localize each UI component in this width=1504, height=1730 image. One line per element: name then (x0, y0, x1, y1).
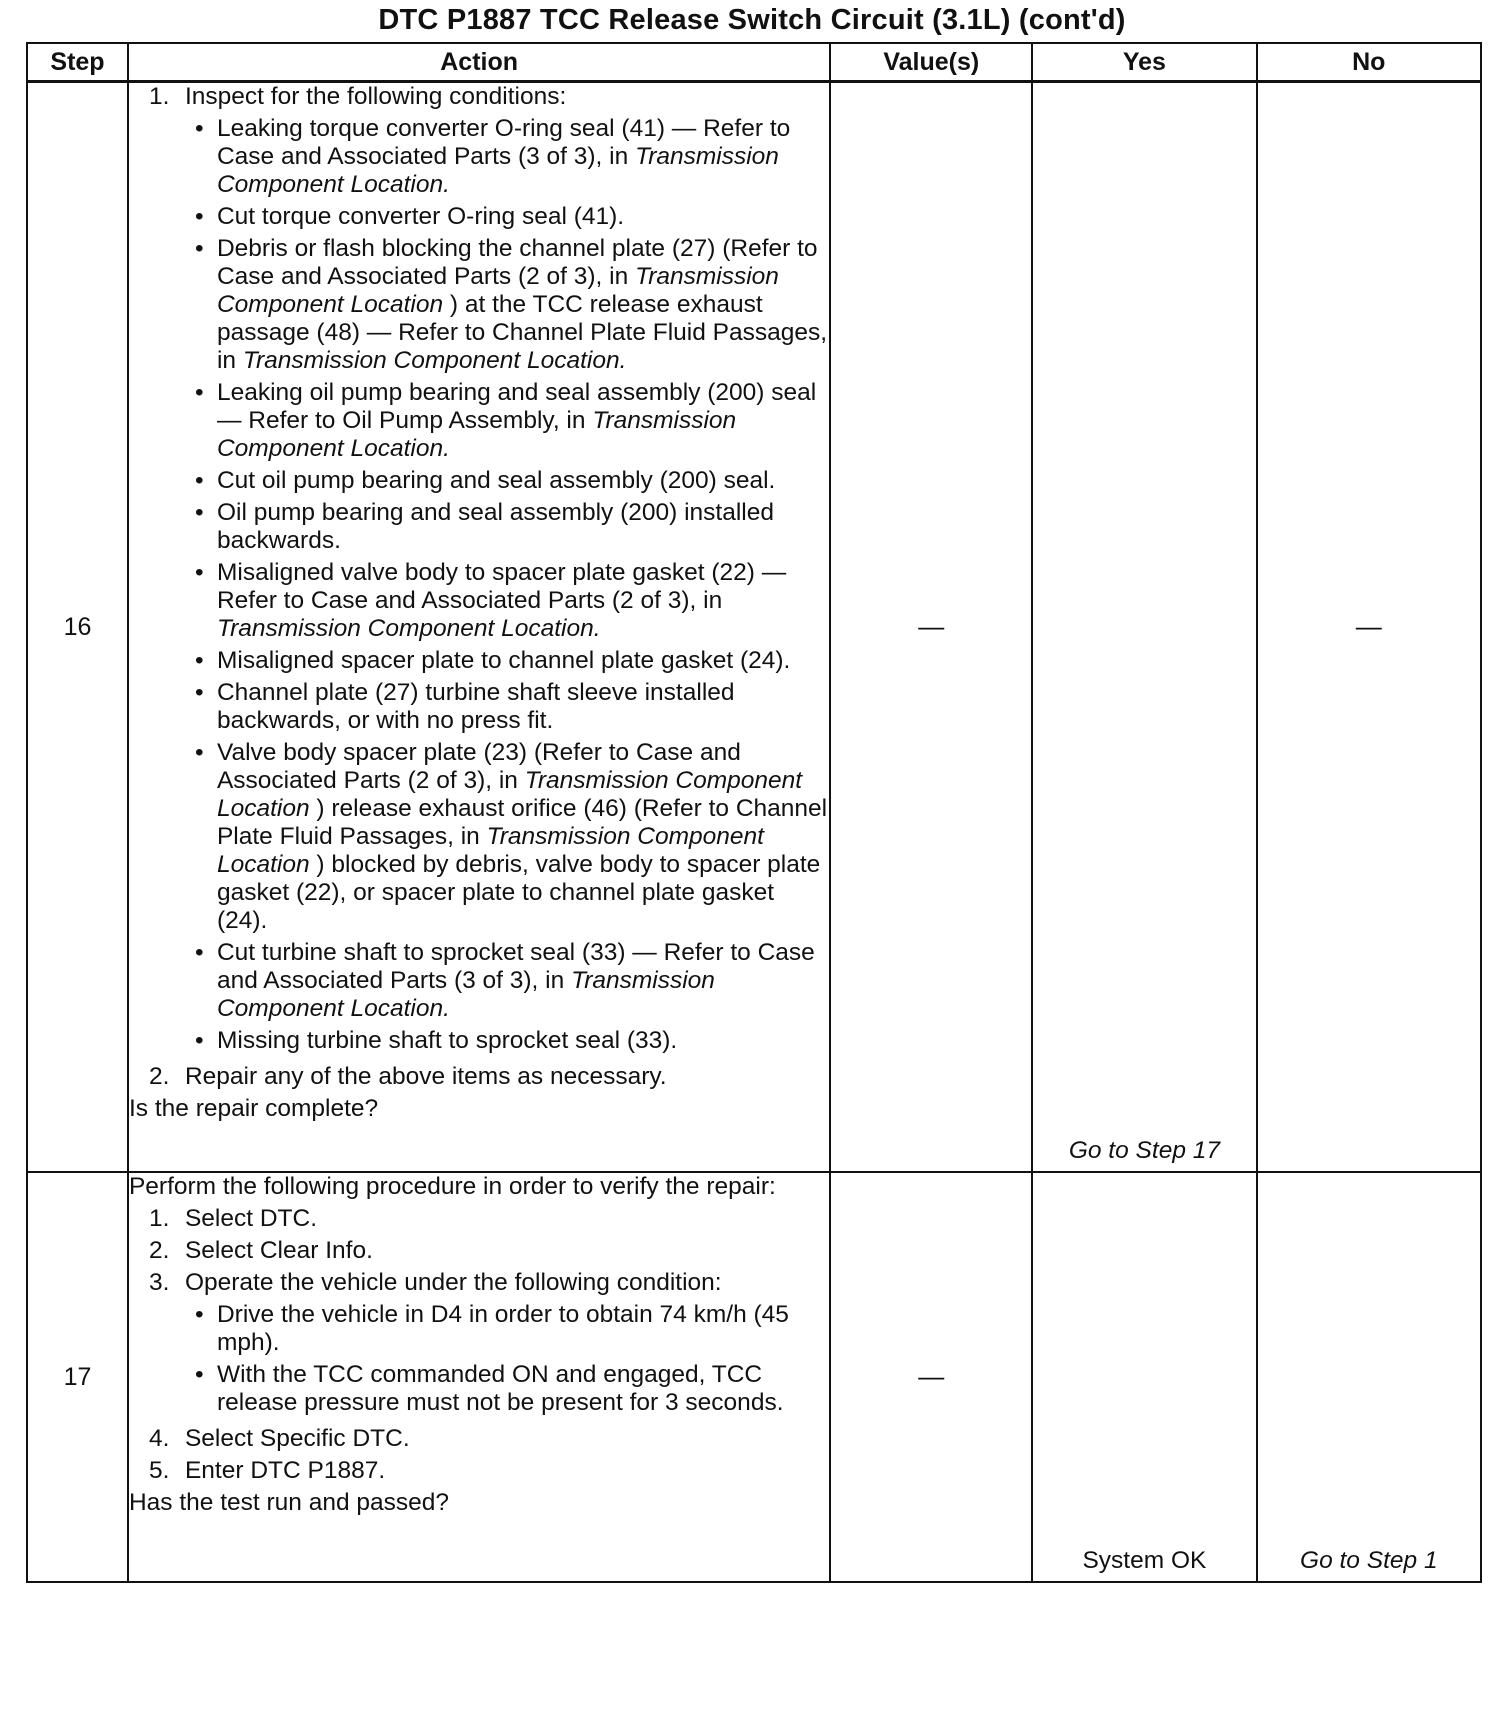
header-yes: Yes (1032, 43, 1256, 82)
bullet-icon: • (194, 939, 204, 966)
list-item (129, 1205, 829, 1233)
step-number: 17 (27, 1172, 128, 1582)
item-text: Repair any of the above items as necessary. (184, 1063, 667, 1090)
list-item (185, 1301, 829, 1357)
yes-result: Go to Step 17 (1068, 1136, 1220, 1164)
action-cell (128, 1172, 830, 1582)
item-number: 2. (148, 1063, 170, 1090)
bullet-text: ) blocked by debris, valve body to spacer plate gasket (22), or spacer plate to channel plate gasket (24). (216, 851, 821, 934)
item-text: Enter DTC P1887. (184, 1456, 386, 1484)
bullet-text: Drive the vehicle in D4 in order to obtain 74 km/h (45 mph). (216, 1300, 789, 1356)
list-item (185, 499, 829, 555)
list-item (129, 1063, 829, 1091)
list-item (129, 1237, 829, 1265)
bullet-icon: • (194, 203, 204, 230)
bullet-list (185, 115, 829, 1055)
list-item (185, 647, 829, 675)
bullet-icon: • (194, 115, 204, 142)
list-item (129, 1425, 829, 1453)
bullet-icon: • (194, 647, 204, 674)
value-cell (830, 82, 1032, 1172)
bullet-text: Misaligned valve body to spacer plate gasket (22) — Refer to Case and Associated Parts (2 of 3), in (216, 559, 787, 614)
yes-cell (1032, 1172, 1256, 1582)
header-values: Value(s) (830, 43, 1032, 82)
item-text: Inspect for the following conditions: (184, 83, 567, 110)
list-item (129, 83, 829, 1059)
bullet-text: Leaking torque converter O-ring seal (41) — Refer to Case and Associated Parts (3 of 3), in (216, 115, 791, 170)
item-number: 5. (148, 1456, 170, 1484)
bullet-text: Cut turbine shaft to sprocket seal (33) — Refer to Case and Associated Parts (3 of 3), in (216, 939, 815, 994)
bullet-text: Oil pump bearing and seal assembly (200) installed backwards. (216, 499, 774, 554)
list-item (185, 235, 829, 375)
item-text: Operate the vehicle under the following condition: (184, 1268, 722, 1296)
list-item (185, 559, 829, 643)
table-row (27, 1172, 1481, 1582)
bullet-icon: • (194, 467, 204, 494)
reference-text: Transmission Component Location. (216, 143, 779, 198)
list-item (185, 1027, 829, 1055)
no-result: Go to Step 1 (1300, 1546, 1438, 1574)
list-item (185, 1361, 829, 1417)
numbered-list (129, 1205, 829, 1485)
bullet-icon: • (194, 379, 204, 406)
reference-text: Transmission Component Location. (216, 967, 715, 1022)
bullet-icon: • (194, 499, 204, 526)
list-item (185, 739, 829, 935)
bullet-text: Debris or flash blocking the channel plate (27) (Refer to Case and Associated Parts (2 of 3), in (216, 235, 818, 290)
list-item (129, 1269, 829, 1421)
bullet-icon: • (194, 1027, 204, 1054)
table-row (27, 82, 1481, 1172)
list-item (185, 379, 829, 463)
step-number: 16 (27, 82, 128, 1172)
numbered-list (129, 83, 829, 1091)
bullet-list (185, 1301, 829, 1417)
bullet-text: ) at the TCC release exhaust passage (48) — Refer to Channel Plate Fluid Passages, in (216, 291, 828, 374)
action-question: Is the repair complete? (128, 1095, 379, 1122)
bullet-icon: • (194, 679, 204, 706)
bullet-icon: • (194, 1360, 204, 1388)
bullet-text: ) release exhaust orifice (46) (Refer to Channel Plate Fluid Passages, in (216, 795, 828, 850)
value-cell (830, 1172, 1032, 1582)
dtc-table (26, 42, 1482, 1583)
item-number: 4. (148, 1424, 170, 1452)
list-item (185, 467, 829, 495)
reference-text: Transmission Component Location. (216, 615, 601, 642)
reference-text: Transmission Component Location (216, 767, 803, 822)
bullet-icon: • (194, 1300, 204, 1328)
action-question: Has the test run and passed? (128, 1488, 450, 1516)
item-text: Select Clear Info. (184, 1236, 373, 1264)
item-text: Select Specific DTC. (184, 1424, 410, 1452)
bullet-icon: • (194, 739, 204, 766)
bullet-text: Leaking oil pump bearing and seal assembly (200) seal — Refer to Oil Pump Assembly, in (216, 379, 817, 434)
page-title: DTC P1887 TCC Release Switch Circuit (3.1L) (cont'd) (378, 4, 1126, 36)
bullet-text: Valve body spacer plate (23) (Refer to Case and Associated Parts (2 of 3), in (216, 739, 741, 794)
header-row (27, 43, 1481, 82)
bullet-text: With the TCC commanded ON and engaged, TCC release pressure must not be present for 3 seconds. (216, 1360, 784, 1416)
bullet-icon: • (194, 559, 204, 586)
no-cell (1257, 1172, 1481, 1582)
bullet-text: Misaligned spacer plate to channel plate gasket (24). (216, 647, 791, 674)
value-text: — (918, 1360, 945, 1391)
no-result: — (1355, 610, 1382, 641)
bullet-text: Cut torque converter O-ring seal (41). (216, 203, 625, 230)
bullet-text: Cut oil pump bearing and seal assembly (200) seal. (216, 467, 776, 494)
reference-text: Transmission Component Location. (216, 407, 737, 462)
value-text: — (918, 610, 945, 641)
item-text: Select DTC. (184, 1204, 318, 1232)
no-cell (1257, 82, 1481, 1172)
item-number: 2. (148, 1236, 170, 1264)
action-lead: Perform the following procedure in order to verify the repair: (128, 1172, 776, 1200)
bullet-text: Missing turbine shaft to sprocket seal (33). (216, 1027, 678, 1054)
list-item (129, 1457, 829, 1485)
yes-result: System OK (1082, 1546, 1207, 1574)
reference-text: Transmission Component Location. (242, 347, 627, 374)
item-number: 1. (148, 1204, 170, 1232)
action-cell (128, 82, 830, 1172)
bullet-icon: • (194, 235, 204, 262)
list-item (185, 203, 829, 231)
header-no: No (1257, 43, 1481, 82)
yes-cell (1032, 82, 1256, 1172)
item-number: 3. (148, 1268, 170, 1296)
item-number: 1. (148, 83, 170, 110)
reference-text: Transmission Component Location (216, 823, 764, 878)
list-item (185, 679, 829, 735)
list-item (185, 115, 829, 199)
list-item (185, 939, 829, 1023)
reference-text: Transmission Component Location (216, 263, 779, 318)
bullet-text: Channel plate (27) turbine shaft sleeve installed backwards, or with no press fit. (216, 679, 735, 734)
header-step: Step (27, 43, 128, 82)
header-action: Action (128, 43, 830, 82)
